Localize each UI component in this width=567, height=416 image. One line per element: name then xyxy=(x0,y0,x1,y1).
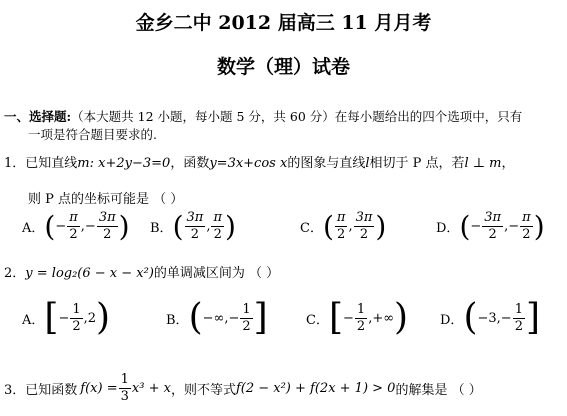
exam-title: 金乡二中 2012 届高三 11 月月考 xyxy=(135,12,432,34)
numerator: 3π xyxy=(186,210,204,225)
fraction xyxy=(67,210,80,243)
option-label: A． xyxy=(22,312,45,328)
close-bracket: ] xyxy=(525,297,541,338)
sign: − xyxy=(84,219,96,234)
q3-text-a: 已知函数 xyxy=(25,383,78,398)
q2-option-a xyxy=(22,297,111,338)
close-paren: ) xyxy=(225,209,236,243)
option-label: D． xyxy=(436,221,460,236)
denominator: 2 xyxy=(514,318,523,334)
q3-text-c: 的解集是 （ ） xyxy=(395,383,482,398)
option-label: C． xyxy=(306,312,329,328)
denominator: 3 xyxy=(120,389,129,404)
q1-option-a xyxy=(22,210,130,243)
option-label: B． xyxy=(166,312,189,328)
q3-function-rhs: x³ + x xyxy=(131,381,171,396)
q2-expression: y = log₂(6 − x − x²) xyxy=(25,266,154,281)
section-number: 一、 xyxy=(4,109,30,124)
open-paren: ( xyxy=(44,209,56,243)
open-paren: ( xyxy=(188,297,203,338)
numerator: 1 xyxy=(356,301,366,317)
question-3-stem xyxy=(4,372,482,405)
section-intro xyxy=(4,108,522,126)
open-paren: ( xyxy=(172,209,184,243)
q3-fraction xyxy=(119,372,131,405)
sign: − xyxy=(508,219,520,234)
fraction xyxy=(70,302,82,335)
q1-line-l: l xyxy=(365,156,370,171)
section-heading: 选择题: xyxy=(29,109,72,124)
open-paren: ( xyxy=(322,209,334,243)
denominator: 2 xyxy=(69,227,78,242)
q3-function-lhs: f(x) = xyxy=(80,381,118,396)
comma: , xyxy=(348,219,353,234)
fraction xyxy=(97,210,118,243)
q1-option-b xyxy=(150,210,236,243)
q1-option-c xyxy=(300,210,386,243)
denominator: 2 xyxy=(337,227,346,242)
sign: − xyxy=(470,219,482,234)
open-bracket: [ xyxy=(328,297,343,338)
section-desc-line1: （本大题共 12 小题，每小题 5 分，共 60 分）在每小题给出的四个选项中，只有 xyxy=(71,109,523,124)
numerator: 1 xyxy=(72,301,81,317)
denominator: 2 xyxy=(488,227,497,242)
q1-function: y=3x+cos x xyxy=(209,156,288,171)
q1-text-e: ， xyxy=(501,156,515,171)
q2-number: 2． xyxy=(4,266,26,281)
denominator: 2 xyxy=(72,318,81,334)
fraction xyxy=(211,210,224,243)
numerator: 1 xyxy=(120,372,129,387)
exam-subtitle: 数学（理）试卷 xyxy=(216,56,350,78)
numerator: 3π xyxy=(355,210,373,225)
open-bracket: [ xyxy=(44,297,59,338)
option-label: C． xyxy=(300,221,323,236)
close-paren: ) xyxy=(375,209,387,243)
fraction xyxy=(513,302,525,335)
q3-number: 3． xyxy=(4,383,26,398)
q1-option-d xyxy=(436,210,545,243)
denominator: 2 xyxy=(190,227,200,242)
numerator: π xyxy=(522,210,531,225)
numerator: 1 xyxy=(242,301,251,317)
numerator: 3π xyxy=(484,210,502,225)
fraction xyxy=(355,302,367,335)
comma: , xyxy=(80,219,85,234)
close-paren: ) xyxy=(533,209,545,243)
close-bracket: ] xyxy=(253,297,268,338)
numerator: π xyxy=(213,210,223,225)
denominator: 2 xyxy=(356,318,366,334)
sign: − xyxy=(58,310,70,326)
fraction xyxy=(482,210,503,243)
interval-end: ,+∞ xyxy=(368,310,395,326)
q1-text-b: ，函数 xyxy=(170,156,210,171)
denominator: 2 xyxy=(103,227,112,242)
q3-text-b: ，则不等式 xyxy=(170,383,236,398)
numerator: 1 xyxy=(514,301,523,317)
q1-number: 1． xyxy=(4,156,26,171)
numerator: π xyxy=(69,210,78,225)
denominator: 2 xyxy=(359,227,369,242)
q3-inequality: f(2 − x²) + f(2x + 1) > 0 xyxy=(235,381,396,396)
sign: − xyxy=(343,310,354,326)
numerator: π xyxy=(336,210,346,225)
q1-text-a: 已知直线 xyxy=(25,156,78,171)
fraction xyxy=(240,302,252,335)
option-label: A． xyxy=(22,221,45,236)
q1-text-c: 的图象与直线 xyxy=(287,156,366,171)
q2-option-c xyxy=(306,297,409,338)
q1-stem-line2: 则 P 点的坐标可能是 （ ） xyxy=(28,192,184,207)
close-paren: ) xyxy=(118,209,130,243)
denominator: 2 xyxy=(213,227,222,242)
comma: ,2 xyxy=(83,310,97,326)
fraction xyxy=(185,210,206,243)
section-desc-line2: 一项是符合题目要求的. xyxy=(28,127,157,142)
numerator: 3π xyxy=(98,210,116,225)
q1-text-d: 相切于 P 点，若 xyxy=(369,156,465,171)
sign: − xyxy=(55,219,67,234)
q2-option-d xyxy=(440,297,541,338)
comma: , xyxy=(504,219,509,234)
comma: , xyxy=(206,219,211,234)
question-2-stem xyxy=(4,262,279,281)
close-paren: ) xyxy=(96,297,111,338)
question-1-stem xyxy=(4,152,515,171)
denominator: 2 xyxy=(242,318,251,334)
open-paren: ( xyxy=(463,297,478,338)
fraction xyxy=(354,210,375,243)
q1-perpendicular: l ⊥ m xyxy=(464,156,502,171)
fraction xyxy=(520,210,533,243)
q2-option-b xyxy=(166,297,268,338)
close-paren: ) xyxy=(394,297,409,338)
open-paren: ( xyxy=(459,209,471,243)
option-label: B． xyxy=(150,221,173,236)
fraction xyxy=(335,210,348,243)
interval-start: −∞,− xyxy=(202,310,240,326)
q2-text: 的单调减区间为 （ ） xyxy=(153,266,280,281)
option-label: D． xyxy=(440,312,464,328)
interval-start: −3,− xyxy=(477,310,512,326)
q1-line-m: m: x+2y−3=0 xyxy=(77,156,171,171)
denominator: 2 xyxy=(522,227,531,242)
